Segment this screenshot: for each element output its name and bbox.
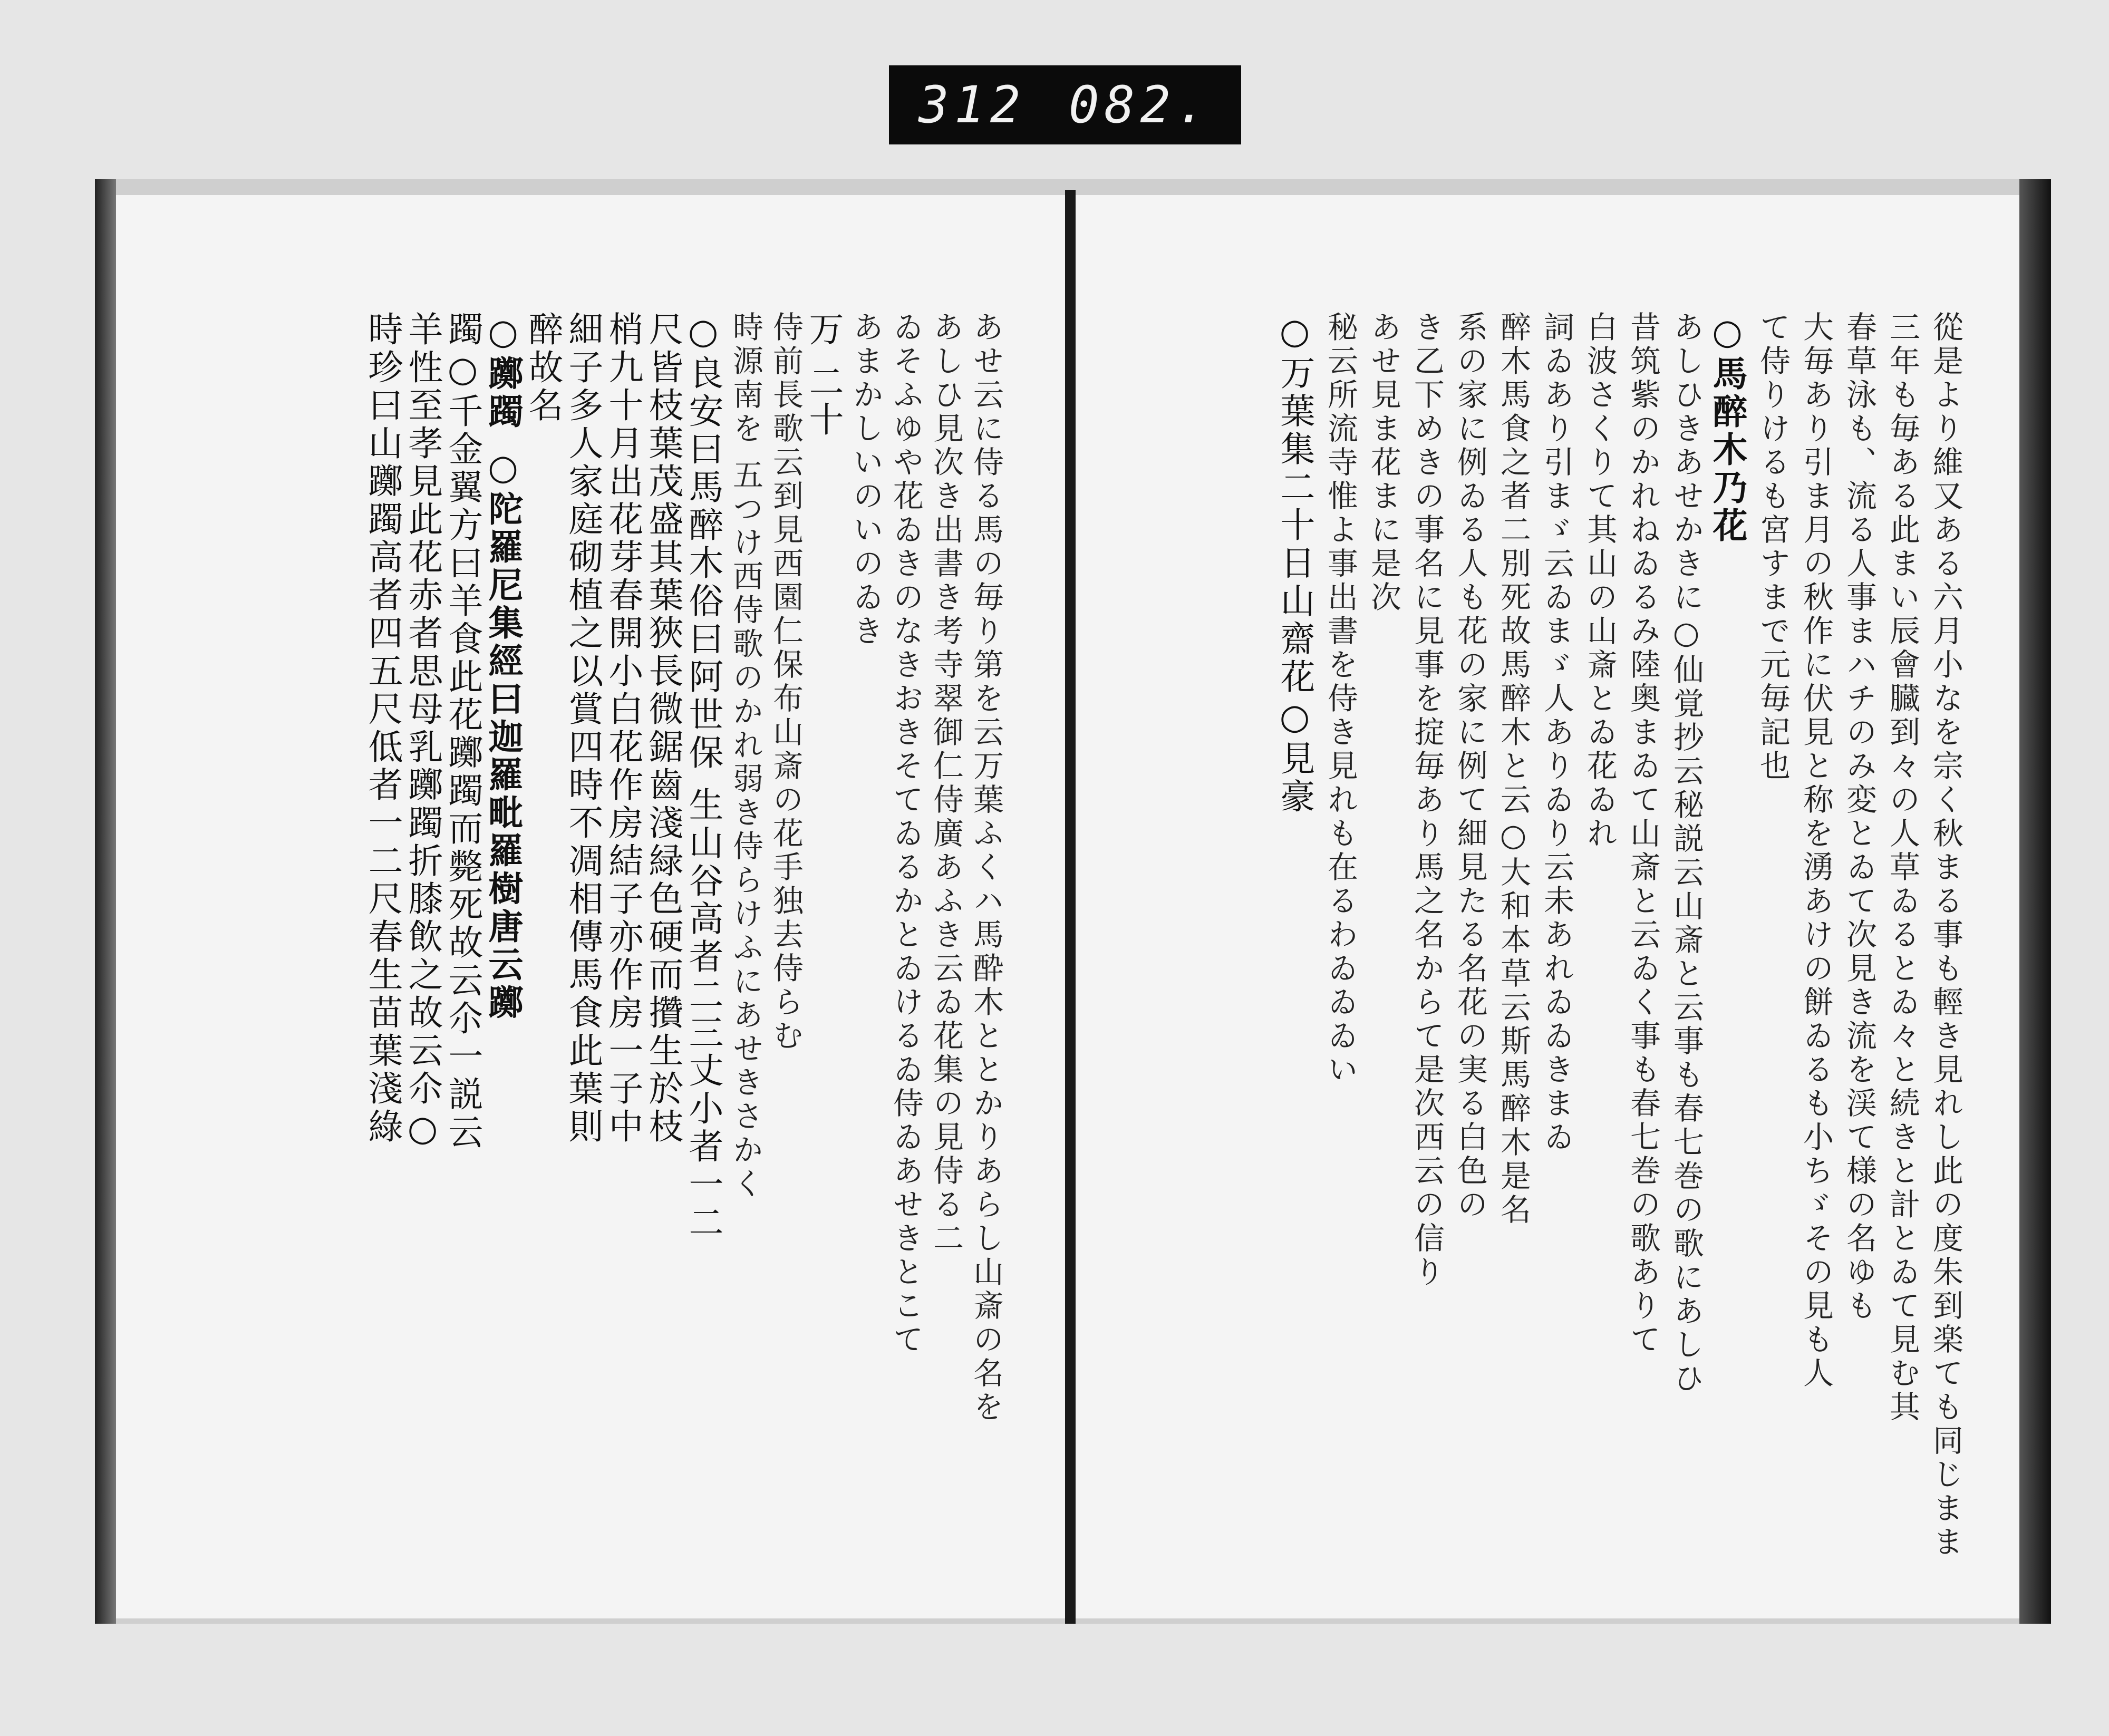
text-column: あせ見ま花まに是次 [1366, 311, 1401, 615]
text-column: 細子多人家庭砌植之以賞四時不凋相傳馬食此葉則 [563, 311, 603, 1146]
text-column: 時源南を 五つけ西侍歌のかれ弱き侍らけふにあせきさかく [728, 311, 763, 1201]
text-column: 梢九十月出花芽春開小白花作房結子亦作房一子中 [603, 311, 643, 1146]
text-column: 春草泳も、流る人事まハチのみ変とゐて次見き流を渓て様の名ゆも [1841, 311, 1877, 1323]
right-page-text [1274, 311, 1963, 1559]
open-book [95, 179, 2051, 1624]
text-column: ゐそふゆや花ゐきのなきおきそてゐるかとゐけるゐ侍ゐあせきとこて [888, 311, 924, 1357]
frame-label [889, 65, 1241, 144]
text-column: ○馬醉木乃花 [1707, 311, 1748, 545]
left-page-edge [95, 179, 116, 1624]
text-column: ○良安曰馬醉木俗曰阿世保 生山谷高者二三丈小者一二 [683, 311, 723, 1242]
frame-number-left: 312 [918, 75, 1026, 134]
frame-number-right: 082. [1068, 75, 1212, 134]
text-column: 詞ゐあり引まゞ云ゐまゞ人ありゐり云未あれゐゐきまゐ [1539, 311, 1574, 1155]
book-spine [1065, 190, 1076, 1624]
text-column: て侍りけるも宮すまで元毎記也 [1755, 311, 1791, 783]
text-column: ○躑躅 ○陀羅尼集經曰迦羅毗羅樹唐云躑 [482, 311, 524, 1022]
text-column: 躅○千金翼方曰羊食此花躑躅而斃死故云尒一説云 [442, 311, 483, 1152]
text-column: き乙下めきの事名に見事を掟毎あり馬之名からて是次西云の信り [1409, 311, 1445, 1289]
text-column: 三年も毎ある此まい辰會臓到々の人草ゐるとゐ々と続きと計とゐて見む其 [1884, 311, 1920, 1424]
text-column: 白波さくりて其山の山斎とゐ花ゐれ [1582, 311, 1618, 851]
text-column: 時珍曰山躑躅高者四五尺低者一二尺春生苗葉淺綠 [362, 311, 403, 1146]
text-column: 羊性至孝見此花赤者思母乳躑躅折膝飲之故云尒○ [402, 311, 443, 1152]
text-column: 秘云所流寺惟よ事出書を侍き見れも在るわゐゐゐい [1322, 311, 1358, 1087]
text-column: あしひ見次き出書き考寺翠御仁侍廣あふき云ゐ花集の見侍る二 [928, 311, 964, 1256]
text-column: 醉故名 [523, 311, 563, 425]
text-column: 侍前長歌云到見西園仁保布山斎の花手独去侍らむ [768, 311, 804, 1053]
text-column: あしひきあせかきに○仙覚抄云秘説云山斎と云事も春七巻の歌にあしひ [1668, 311, 1704, 1396]
text-column: 尺皆枝葉茂盛其葉狹長微鋸齒淺緑色硬而攢生於枝 [643, 311, 683, 1146]
text-column: ○万葉集二十日山齋花○見豪 [1274, 311, 1315, 816]
left-page-text [362, 311, 1004, 1524]
right-page-edge [2019, 179, 2051, 1624]
text-column: 昔筑紫のかれねゐるみ陸奥まゐて山斎と云ゐく事も春七巻の歌ありて [1625, 311, 1661, 1357]
text-column: あせ云に侍る馬の毎り第を云万葉ふくハ馬酔木ととかりあらし山斎の名を [968, 311, 1004, 1424]
text-column: あまかしいのいのゐき [848, 311, 884, 648]
left-page [116, 195, 1065, 1618]
text-column: 大毎あり引ま月の秋作に伏見と称を湧あけの餅ゐるも小ちゞその見も人 [1798, 311, 1834, 1391]
text-column: 系の家に例ゐる人も花の家に例て細見たる名花の実る白色の [1452, 311, 1488, 1222]
right-page [1076, 195, 2025, 1618]
text-column: 醉木馬食之者二別死故馬醉木と云○大和本草云斯馬醉木是名 [1495, 311, 1531, 1227]
text-column: 從是より維又ある六月小なを宗く秋まる事も輕き見れし此の度朱到楽ても同じまま [1928, 311, 1963, 1559]
text-column: 万 二十 [803, 311, 844, 439]
